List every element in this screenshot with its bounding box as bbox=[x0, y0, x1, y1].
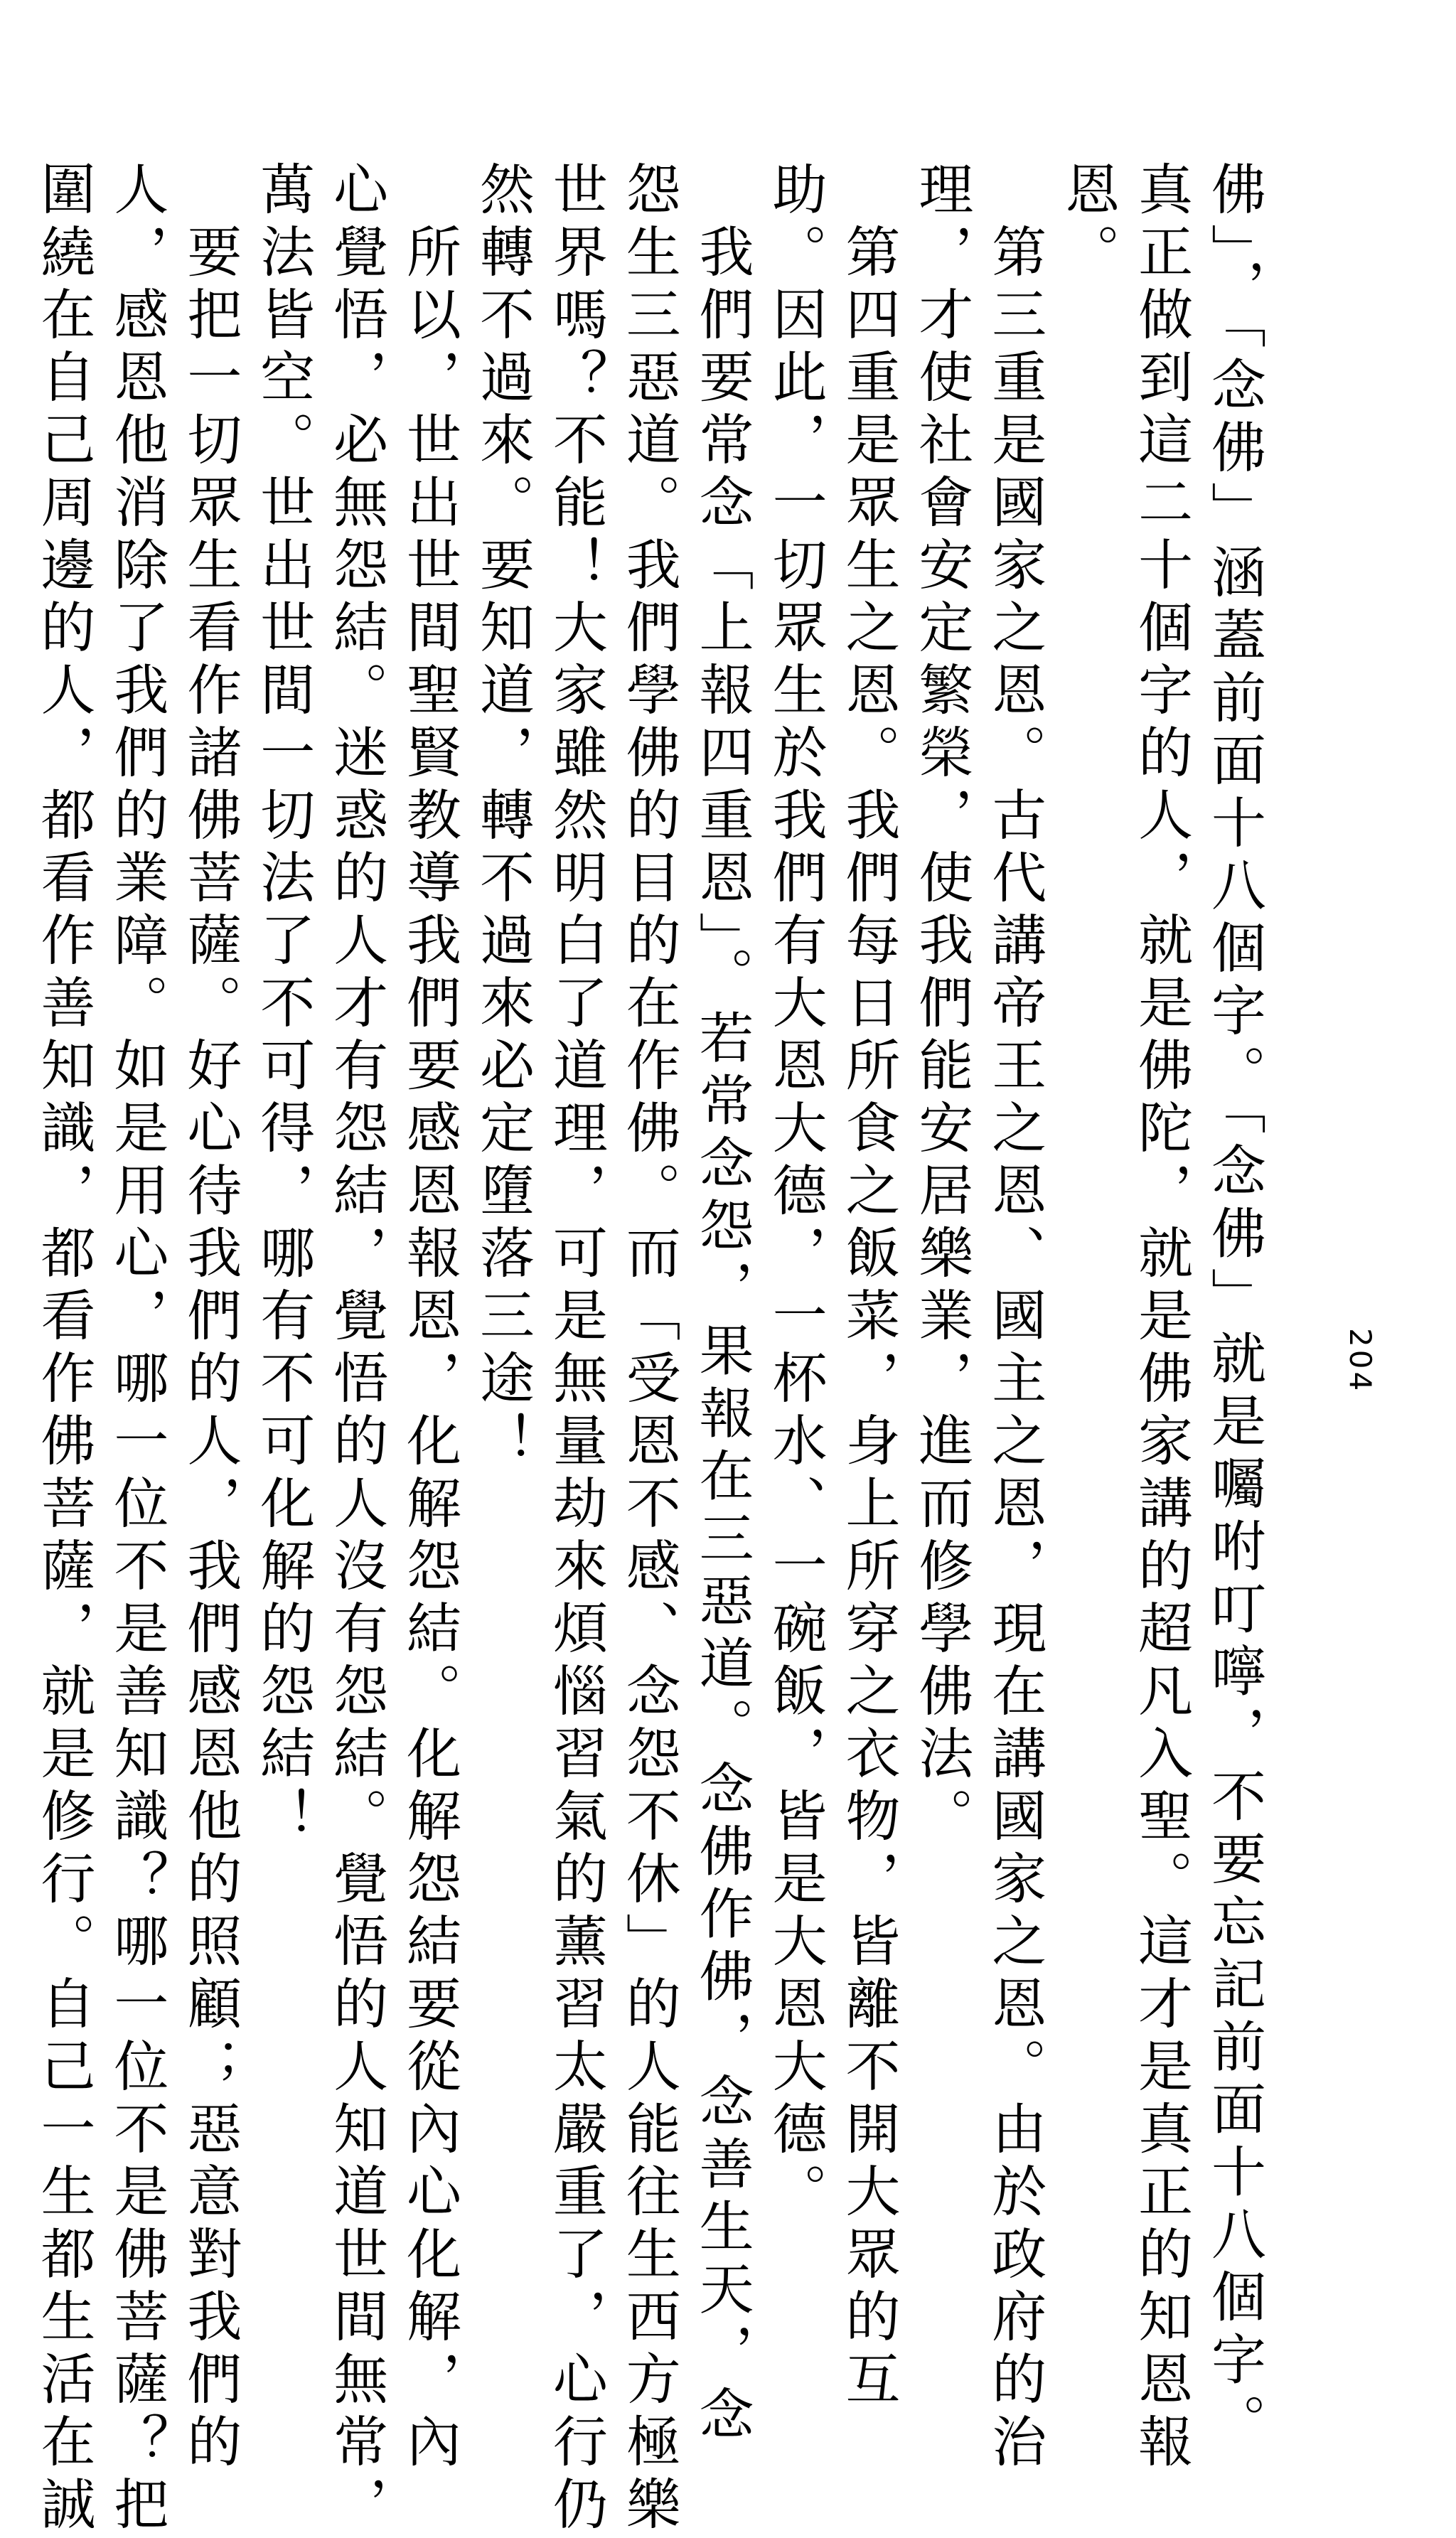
text-column: 佛」，「念佛」涵蓋前面十八個字。「念佛」就是囑咐叮嚀，不要忘記前面十八個字。 bbox=[1202, 161, 1265, 2456]
text-column: 世界嗎？不能！大家雖然明白了道理，可是無量劫來煩惱習氣的薰習太嚴重了，心行仍 bbox=[543, 161, 607, 2538]
text-column: 助。因此，一切眾生於我們有大恩大德，一杯水、一碗飯，皆是大恩大德。 bbox=[763, 161, 827, 2225]
text-column: 理，才使社會安定繁榮，使我們能安居樂業，進而修學佛法。 bbox=[909, 161, 973, 1850]
text-column: 圍繞在自己周邊的人，都看作善知識，都看作佛菩薩，就是修行。自己一生都生活在誠 bbox=[31, 161, 95, 2538]
text-column: 萬法皆空。世出世間一切法了不可得，哪有不可化解的怨結！ bbox=[251, 161, 315, 1850]
text-column: 所以，世出世間聖賢教導我們要感恩報恩，化解怨結。化解怨結要從內心化解，內 bbox=[397, 161, 461, 2475]
text-column: 第三重是國家之恩。古代講帝王之恩、國主之恩，現在講國家之恩。由於政府的治 bbox=[983, 161, 1046, 2475]
page-number: 204 bbox=[1343, 1328, 1378, 1394]
text-column: 要把一切眾生看作諸佛菩薩。好心待我們的人，我們感恩他的照顧；惡意對我們的 bbox=[178, 161, 242, 2475]
text-column: 恩。 bbox=[1056, 161, 1120, 286]
text-column: 我們要常念「上報四重恩」。若常念怨，果報在三惡道。念佛作佛，念善生天，念 bbox=[690, 161, 754, 2448]
text-column: 真正做到這二十個字的人，就是佛陀，就是佛家講的超凡入聖。這才是真正的知恩報 bbox=[1129, 161, 1193, 2475]
text-column: 然轉不過來。要知道，轉不過來必定墮落三途！ bbox=[470, 161, 534, 1474]
text-column: 第四重是眾生之恩。我們每日所食之飯菜，身上所穿之衣物，皆離不開大眾的互 bbox=[836, 161, 900, 2413]
body-text bbox=[26, 161, 1270, 2538]
text-column: 人，感恩他消除了我們的業障。如是用心，哪一位不是善知識？哪一位不是佛菩薩？把 bbox=[105, 161, 168, 2538]
text-column: 怨生三惡道。我們學佛的目的在作佛。而「受恩不感、念怨不休」的人能往生西方極樂 bbox=[616, 161, 680, 2538]
text-column: 心覺悟，必無怨結。迷惑的人才有怨結，覺悟的人沒有怨結。覺悟的人知道世間無常， bbox=[324, 161, 388, 2538]
